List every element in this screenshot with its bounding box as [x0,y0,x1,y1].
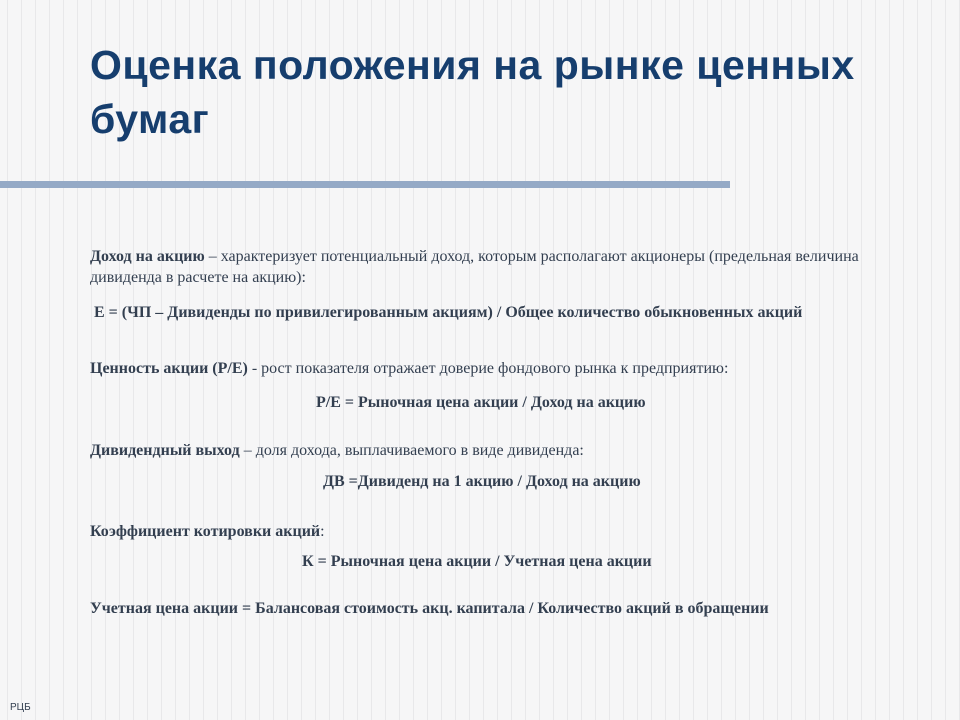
term-dividend-payout: Дивидендный выход [90,442,240,459]
formula-pe: Р/Е = Рыночная цена акции / Доход на акцию [316,394,646,411]
description-dividend-payout: – доля дохода, выплачиваемого в виде дивиденда: [239,442,584,459]
section-dividend-payout [90,440,920,461]
section-quote-ratio [90,521,920,542]
formula-book-value: Учетная цена акции = Балансовая стоимость акц. капитала / Количество акций в обращении [90,600,769,617]
description-pe: - рост показателя отражает доверие фондового рынка к предприятию: [247,360,729,377]
title-divider [0,181,730,188]
term-pe: Ценность акции (Р/Е) [90,360,248,377]
description-quote-ratio: : [320,523,325,540]
formula-eps: Е = (ЧП – Дивиденды по привилегированным акциям) / Общее количество обыкновенных акций [94,304,803,321]
section-pe [90,358,920,379]
description-eps: – характеризует потенциальный доход, которым располагают акционеры (предельная величина дивиденда в расчете на акцию): [90,248,859,286]
term-quote-ratio: Коэффициент котировки акций [90,523,321,540]
slide-title: Оценка положения на рынке ценных бумаг [90,42,855,142]
term-eps: Доход на акцию [90,248,205,265]
formula-dividend-payout: ДВ =Дивиденд на 1 акцию / Доход на акцию [323,473,641,490]
footer-label: РЦБ [10,702,31,713]
formula-quote-ratio: К = Рыночная цена акции / Учетная цена акции [302,553,652,570]
section-eps [90,246,920,288]
